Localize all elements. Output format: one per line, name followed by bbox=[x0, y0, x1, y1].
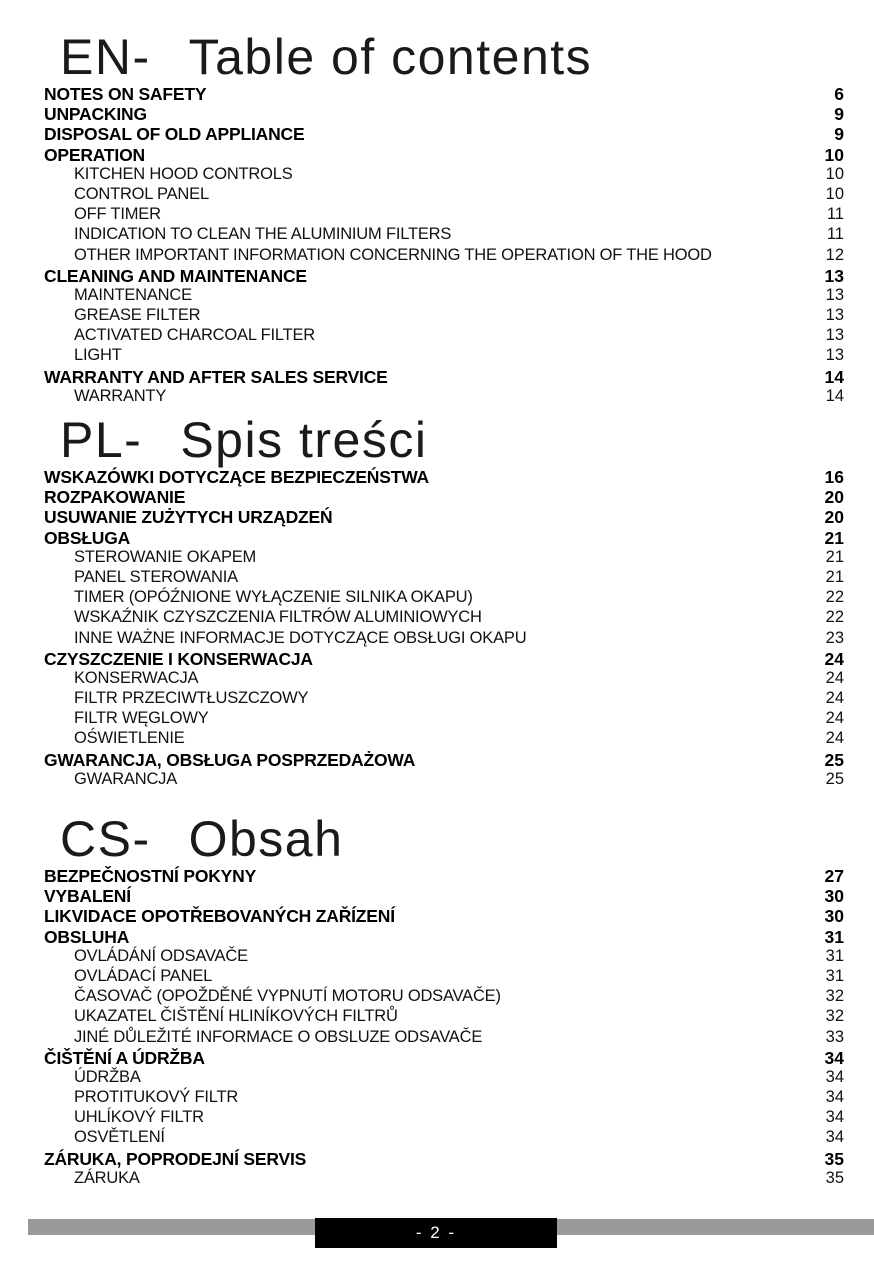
toc-entry-label: ROZPAKOWANIE bbox=[44, 487, 186, 508]
toc-entry-page-number: 10 bbox=[825, 184, 844, 203]
toc-entry-page-number: 35 bbox=[825, 1168, 844, 1187]
toc-entry-page-number: 22 bbox=[825, 588, 844, 607]
section-language-code: EN- bbox=[60, 29, 151, 85]
toc-entry bbox=[0, 1108, 874, 1128]
toc-entry-label: STEROWANIE OKAPEM bbox=[74, 547, 257, 566]
toc-entry bbox=[0, 750, 874, 770]
toc-entry bbox=[0, 185, 874, 205]
toc-entry-label: OTHER IMPORTANT INFORMATION CONCERNING THE OPERATION OF THE HOOD bbox=[74, 245, 712, 264]
toc-entry bbox=[0, 326, 874, 346]
toc-entry bbox=[0, 387, 874, 407]
toc-entry bbox=[0, 1088, 874, 1108]
toc-entry-page-number: 22 bbox=[825, 608, 844, 627]
section-heading-title: Spis treści bbox=[180, 412, 428, 468]
toc-entry-page-number: 20 bbox=[824, 507, 844, 528]
toc-entry-label: WSKAZÓWKI DOTYCZĄCE BEZPIECZEŃSTWA bbox=[44, 467, 429, 487]
toc-entry bbox=[0, 1007, 874, 1027]
toc-entry-label: DISPOSAL OF OLD APPLIANCE bbox=[44, 124, 305, 145]
toc-entry-label: MAINTENANCE bbox=[74, 285, 192, 304]
toc-entry-page-number: 31 bbox=[825, 966, 844, 985]
toc-entry bbox=[0, 225, 874, 245]
toc-entry-label: UKAZATEL ČIŠTĚNÍ HLINÍKOVÝCH FILTRŮ bbox=[74, 1007, 398, 1026]
toc-entry-page-number: 10 bbox=[824, 144, 844, 165]
toc-entry bbox=[0, 588, 874, 608]
toc-list bbox=[0, 467, 874, 790]
toc-entry-label: BEZPEČNOSTNÍ POKYNY bbox=[44, 866, 257, 886]
toc-section bbox=[0, 812, 874, 1189]
toc-entry-page-number: 13 bbox=[824, 265, 844, 286]
toc-entry-page-number: 9 bbox=[834, 104, 844, 125]
toc-entry-label: CLEANING AND MAINTENANCE bbox=[44, 265, 307, 286]
toc-entry-label: CONTROL PANEL bbox=[74, 184, 209, 203]
toc-entry bbox=[0, 729, 874, 749]
toc-entry-page-number: 21 bbox=[825, 547, 844, 566]
toc-entry-label: ACTIVATED CHARCOAL FILTER bbox=[74, 326, 316, 345]
toc-entry-label: ČASOVAČ (OPOŽDĚNÉ VYPNUTÍ MOTORU ODSAVAČE) bbox=[74, 987, 501, 1006]
toc-entry-label: GREASE FILTER bbox=[74, 306, 201, 325]
section-heading bbox=[0, 413, 874, 467]
toc-entry-page-number: 24 bbox=[825, 668, 844, 687]
toc-sections bbox=[0, 30, 874, 1189]
toc-entry-label: PANEL STEROWANIA bbox=[74, 567, 238, 586]
toc-entry-label: OBSŁUGA bbox=[44, 527, 131, 548]
toc-entry bbox=[0, 507, 874, 527]
toc-entry-page-number: 23 bbox=[825, 628, 844, 647]
toc-entry bbox=[0, 306, 874, 326]
toc-entry bbox=[0, 886, 874, 906]
toc-entry bbox=[0, 947, 874, 967]
toc-entry-label: OFF TIMER bbox=[74, 205, 161, 224]
toc-entry bbox=[0, 467, 874, 487]
toc-entry-label: OŚWIETLENIE bbox=[74, 729, 185, 748]
toc-entry-label: ZÁRUKA, POPRODEJNÍ SERVIS bbox=[44, 1148, 307, 1169]
toc-entry bbox=[0, 286, 874, 306]
toc-entry-label: PROTITUKOVÝ FILTR bbox=[74, 1088, 239, 1107]
toc-entry-page-number: 31 bbox=[824, 926, 844, 947]
section-heading-title: Table of contents bbox=[188, 29, 593, 85]
page-number-box bbox=[315, 1218, 557, 1248]
toc-entry-page-number: 32 bbox=[825, 987, 844, 1006]
toc-entry bbox=[0, 346, 874, 366]
toc-entry-label: OPERATION bbox=[44, 144, 145, 165]
toc-entry-label: KONSERWACJA bbox=[74, 668, 199, 687]
toc-entry-page-number: 24 bbox=[824, 648, 844, 669]
toc-entry-page-number: 34 bbox=[825, 1128, 844, 1147]
toc-entry-page-number: 34 bbox=[825, 1088, 844, 1107]
toc-entry-page-number: 24 bbox=[825, 729, 844, 748]
toc-entry-page-number: 11 bbox=[826, 225, 844, 244]
toc-entry-label: ZÁRUKA bbox=[74, 1168, 140, 1187]
toc-entry-page-number: 16 bbox=[824, 467, 844, 487]
toc-entry-page-number: 12 bbox=[825, 245, 844, 264]
toc-entry-label: WARRANTY bbox=[74, 386, 167, 405]
toc-entry-page-number: 27 bbox=[824, 866, 844, 886]
toc-entry-label: FILTR PRZECIWTŁUSZCZOWY bbox=[74, 689, 309, 708]
toc-entry-label: NOTES ON SAFETY bbox=[44, 84, 207, 104]
toc-entry bbox=[0, 866, 874, 886]
toc-entry-label: OVLÁDACÍ PANEL bbox=[74, 966, 213, 985]
toc-entry-page-number: 14 bbox=[824, 366, 844, 387]
toc-entry bbox=[0, 649, 874, 669]
toc-entry-page-number: 25 bbox=[824, 749, 844, 770]
toc-entry-page-number: 21 bbox=[825, 567, 844, 586]
toc-entry-page-number: 30 bbox=[824, 886, 844, 907]
toc-entry bbox=[0, 906, 874, 926]
toc-entry-page-number: 24 bbox=[825, 689, 844, 708]
toc-section bbox=[0, 30, 874, 407]
toc-entry-page-number: 10 bbox=[825, 164, 844, 183]
toc-entry-label: LIGHT bbox=[74, 346, 122, 365]
toc-entry-label: OSVĚTLENÍ bbox=[74, 1128, 165, 1147]
toc-list bbox=[0, 866, 874, 1189]
toc-entry bbox=[0, 367, 874, 387]
toc-entry-page-number: 13 bbox=[825, 346, 844, 365]
toc-entry-label: USUWANIE ZUŻYTYCH URZĄDZEŃ bbox=[44, 507, 333, 528]
toc-entry-label: OVLÁDÁNÍ ODSAVAČE bbox=[74, 946, 248, 965]
toc-entry-label: GWARANCJA, OBSŁUGA POSPRZEDAŻOWA bbox=[44, 749, 416, 770]
toc-entry bbox=[0, 205, 874, 225]
toc-entry bbox=[0, 669, 874, 689]
toc-entry bbox=[0, 927, 874, 947]
toc-entry-label: INNE WAŻNE INFORMACJE DOTYCZĄCE OBSŁUGI OKAPU bbox=[74, 628, 527, 647]
toc-entry-label: VYBALENÍ bbox=[44, 886, 131, 907]
toc-entry bbox=[0, 165, 874, 185]
section-heading bbox=[0, 812, 874, 866]
manual-toc-page bbox=[0, 30, 874, 1270]
toc-entry-page-number: 11 bbox=[826, 205, 844, 224]
toc-entry bbox=[0, 487, 874, 507]
toc-entry bbox=[0, 987, 874, 1007]
toc-entry-label: CZYSZCZENIE I KONSERWACJA bbox=[44, 648, 313, 669]
toc-entry-page-number: 32 bbox=[825, 1007, 844, 1026]
toc-entry bbox=[0, 145, 874, 165]
toc-entry-page-number: 33 bbox=[825, 1027, 844, 1046]
toc-entry bbox=[0, 1028, 874, 1048]
toc-entry-label: UNPACKING bbox=[44, 104, 147, 125]
toc-entry-label: KITCHEN HOOD CONTROLS bbox=[74, 164, 293, 183]
toc-entry bbox=[0, 1128, 874, 1148]
toc-entry-page-number: 20 bbox=[824, 487, 844, 508]
toc-entry bbox=[0, 1169, 874, 1189]
toc-entry-page-number: 34 bbox=[824, 1047, 844, 1068]
toc-section bbox=[0, 413, 874, 790]
toc-entry-page-number: 13 bbox=[825, 306, 844, 325]
section-language-code: CS- bbox=[60, 811, 151, 867]
toc-entry-page-number: 34 bbox=[825, 1067, 844, 1086]
toc-entry bbox=[0, 124, 874, 144]
toc-entry-label: FILTR WĘGLOWY bbox=[74, 709, 209, 728]
toc-entry bbox=[0, 1048, 874, 1068]
section-language-code: PL- bbox=[60, 412, 143, 468]
toc-entry-label: UHLÍKOVÝ FILTR bbox=[74, 1108, 204, 1127]
toc-entry-label: TIMER (OPÓŹNIONE WYŁĄCZENIE SILNIKA OKAPU) bbox=[74, 588, 473, 607]
toc-entry-page-number: 13 bbox=[825, 326, 844, 345]
toc-entry-page-number: 21 bbox=[824, 527, 844, 548]
toc-entry-label: OBSLUHA bbox=[44, 926, 130, 947]
toc-entry-label: GWARANCJA bbox=[74, 769, 178, 788]
toc-entry-page-number: 35 bbox=[824, 1148, 844, 1169]
section-heading-title: Obsah bbox=[188, 811, 344, 867]
toc-entry-label: INDICATION TO CLEAN THE ALUMINIUM FILTERS bbox=[74, 225, 452, 244]
toc-entry bbox=[0, 528, 874, 548]
toc-entry bbox=[0, 548, 874, 568]
toc-entry-page-number: 14 bbox=[825, 386, 844, 405]
toc-list bbox=[0, 84, 874, 407]
toc-entry bbox=[0, 266, 874, 286]
toc-entry bbox=[0, 689, 874, 709]
toc-entry-page-number: 9 bbox=[834, 124, 844, 145]
toc-entry-label: JINÉ DŮLEŽITÉ INFORMACE O OBSLUZE ODSAVAČE bbox=[74, 1027, 483, 1046]
toc-entry-page-number: 30 bbox=[824, 906, 844, 927]
toc-entry bbox=[0, 568, 874, 588]
toc-entry-page-number: 6 bbox=[834, 84, 844, 104]
toc-entry-label: WSKAŹNIK CZYSZCZENIA FILTRÓW ALUMINIOWYCH bbox=[74, 608, 482, 627]
toc-entry bbox=[0, 1149, 874, 1169]
toc-entry-label: LIKVIDACE OPOTŘEBOVANÝCH ZAŘÍZENÍ bbox=[44, 906, 395, 927]
toc-entry bbox=[0, 1068, 874, 1088]
toc-entry bbox=[0, 608, 874, 628]
toc-entry-page-number: 25 bbox=[825, 769, 844, 788]
toc-entry-label: WARRANTY AND AFTER SALES SERVICE bbox=[44, 366, 388, 387]
toc-entry bbox=[0, 84, 874, 104]
toc-entry bbox=[0, 709, 874, 729]
toc-entry-label: ČIŠTĚNÍ A ÚDRŽBA bbox=[44, 1047, 205, 1068]
section-heading bbox=[0, 30, 874, 84]
toc-entry bbox=[0, 246, 874, 266]
page-number-label: - 2 - bbox=[415, 1223, 457, 1242]
toc-entry-page-number: 24 bbox=[825, 709, 844, 728]
toc-entry bbox=[0, 770, 874, 790]
toc-entry bbox=[0, 104, 874, 124]
toc-entry-label: ÚDRŽBA bbox=[74, 1067, 141, 1086]
toc-entry bbox=[0, 967, 874, 987]
toc-entry-page-number: 34 bbox=[825, 1108, 844, 1127]
toc-entry-page-number: 31 bbox=[825, 946, 844, 965]
toc-entry-page-number: 13 bbox=[825, 285, 844, 304]
toc-entry bbox=[0, 629, 874, 649]
